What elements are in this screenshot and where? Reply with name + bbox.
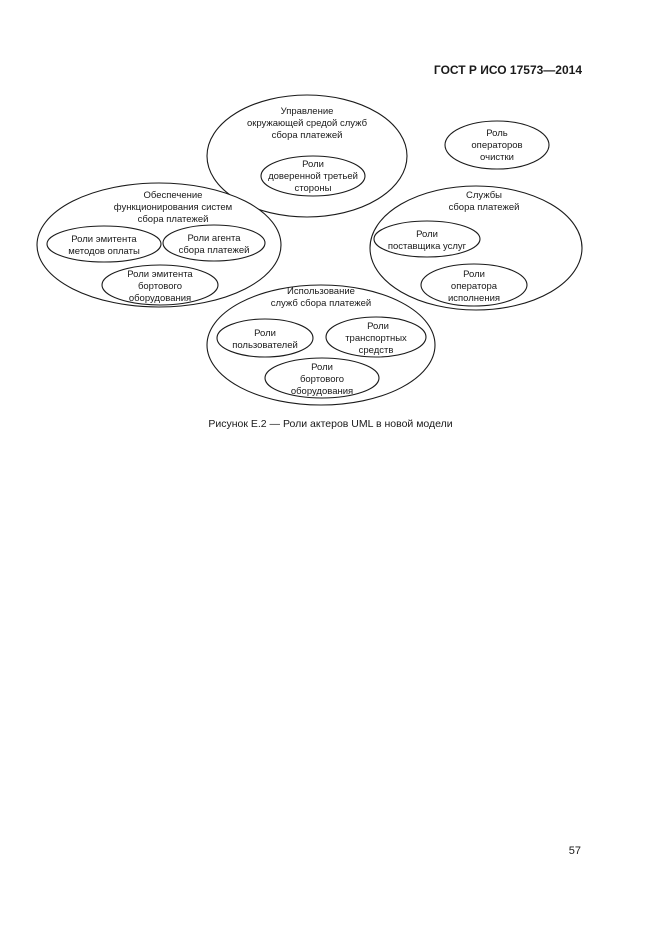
obe-issuer-roles <box>102 265 218 305</box>
obe-issuer-label-3: оборудования <box>128 293 192 304</box>
payment-method-issuer-roles <box>47 226 161 262</box>
cleaning-operators-label-3: очистки <box>480 152 514 163</box>
enforcement-operator-label-3: исполнения <box>447 293 501 304</box>
cleaning-operators-label-2: операторов <box>471 140 523 151</box>
trusted-third-party-label-3: стороны <box>294 183 332 194</box>
trusted-third-party-label-2: доверенной третьей <box>268 171 358 182</box>
enforcement-operator-label-2: оператора <box>450 281 498 292</box>
vehicle-roles-label-3: средств <box>358 345 394 356</box>
management-label-1: Управление <box>280 106 334 117</box>
payment-method-issuer-label-2: методов оплаты <box>68 246 140 257</box>
standard-header: ГОСТ Р ИСО 17573—2014 <box>433 63 582 77</box>
provision-domain <box>37 183 281 307</box>
management-label-3: сбора платежей <box>271 130 343 141</box>
service-provider-label-1: Роли <box>416 229 438 240</box>
vehicle-roles-label-1: Роли <box>367 321 389 332</box>
cleaning-operators-label-1: Роль <box>486 128 508 139</box>
vehicle-roles <box>326 317 426 357</box>
toll-agent-label-2: сбора платежей <box>178 245 250 256</box>
onboard-equipment-roles <box>265 358 379 398</box>
onboard-equipment-label-3: оборудования <box>290 386 354 397</box>
toll-agent-label-1: Роли агента <box>187 233 241 244</box>
cleaning-operators-role <box>445 121 549 169</box>
enforcement-operator-roles <box>421 264 527 306</box>
usage-domain <box>207 285 435 405</box>
services-domain <box>370 186 582 310</box>
services-label-2: сбора платежей <box>448 202 520 213</box>
usage-label-1: Использование <box>287 286 355 297</box>
services-label-1: Службы <box>466 190 502 201</box>
payment-method-issuer-label-1: Роли эмитента <box>71 234 137 245</box>
page-number: 57 <box>568 845 581 857</box>
usage-label-2: служб сбора платежей <box>270 298 372 309</box>
management-label-2: окружающей средой служб <box>246 118 368 129</box>
toll-agent-roles <box>163 225 265 261</box>
figure-caption: Рисунок Е.2 — Роли актеров UML в новой модели <box>208 418 453 430</box>
obe-issuer-label-1: Роли эмитента <box>127 269 193 280</box>
trusted-third-party-roles <box>261 156 365 196</box>
provision-label-2: функционирования систем <box>113 202 233 213</box>
obe-issuer-label-2: бортового <box>137 281 183 292</box>
service-provider-roles <box>374 221 480 257</box>
onboard-equipment-label-2: бортового <box>299 374 345 385</box>
vehicle-roles-label-2: транспортных <box>345 333 407 344</box>
service-provider-label-2: поставщика услуг <box>387 241 467 252</box>
trusted-third-party-label-1: Роли <box>302 159 324 170</box>
provision-label-1: Обеспечение <box>143 190 203 201</box>
user-roles <box>217 319 313 357</box>
onboard-equipment-label-1: Роли <box>311 362 333 373</box>
user-roles-label-1: Роли <box>254 328 276 339</box>
provision-label-3: сбора платежей <box>137 214 209 225</box>
enforcement-operator-label-1: Роли <box>463 269 485 280</box>
user-roles-label-2: пользователей <box>232 340 298 351</box>
